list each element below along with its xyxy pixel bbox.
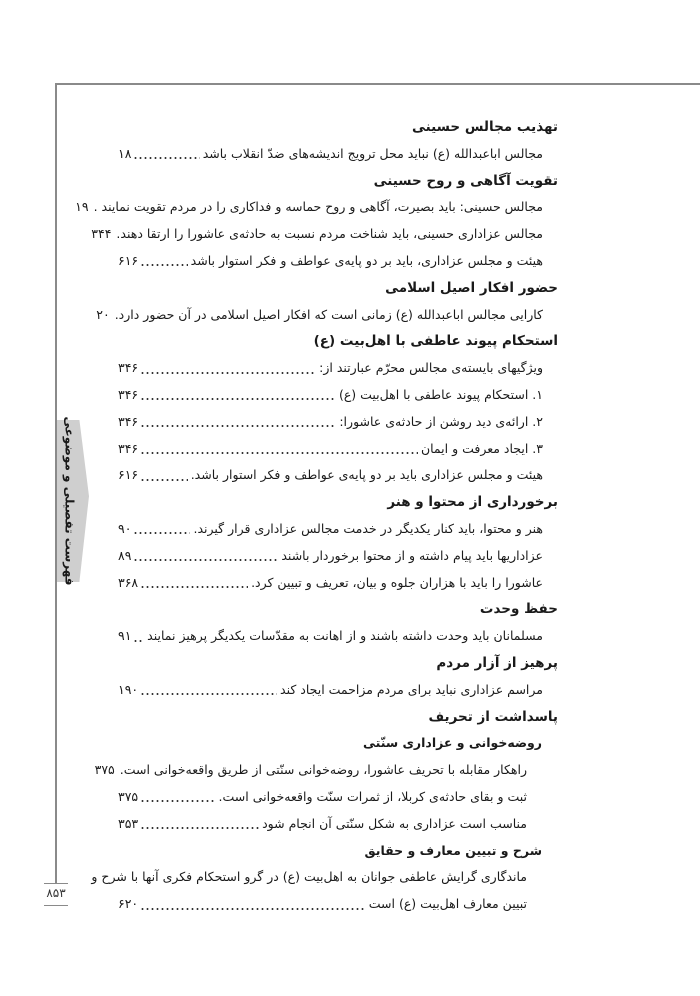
entry-page-number: ۳۴۶ [118, 440, 139, 456]
entry-text: ۱. استحکام پیوند عاطفی با اهل‌بیت (ع) [338, 386, 543, 402]
entry-text: ۲. ارائه‌ی دید روشن از حادثه‌ی عاشورا: [339, 413, 543, 429]
index-entry [0, 623, 700, 650]
index-entry [0, 811, 700, 838]
entry-text: مجالس اباعبدالله (ع) نباید محل ترویج اندیشه‌های ضدّ انقلاب باشد [202, 145, 543, 161]
entry-page-number: ۲۰ [96, 306, 110, 322]
index-entry [0, 516, 700, 543]
heading-text: تهذیب مجالس حسینی [412, 119, 558, 135]
index-entry [0, 436, 700, 463]
entry-page-number: ۶۱۶ [118, 252, 139, 268]
subsection-heading [0, 838, 700, 865]
entry-text: هیئت و مجلس عزاداری باید بر دو پایه‌ی عواطف و فکر استوار باشد. [190, 467, 543, 483]
entry-text: کارایی مجالس اباعبدالله (ع) زمانی است که افکار اصیل اسلامی در آن حضور دارد. [114, 306, 543, 322]
dot-leader [133, 559, 278, 561]
entry-page-number: ۸۹ [118, 547, 132, 563]
index-entry [0, 141, 700, 168]
index-entry [0, 570, 700, 597]
entry-text: ویژگیهای بایسته‌ی مجالس محرّم عبارتند از: [319, 360, 543, 376]
entry-text: ۳. ایجاد معرفت و ایمان [420, 440, 543, 456]
subsection-heading [0, 730, 700, 757]
index-entry [0, 248, 700, 275]
entry-text: ثبت و بقای حادثه‌ی کربلا، از ثمرات سنّت واقعه‌خوانی است. [218, 788, 527, 804]
page-number: ۸۵۳ [46, 886, 66, 900]
heading-text: برخورداری از محتوا و هنر [387, 494, 558, 511]
top-rule [56, 83, 700, 85]
entry-page-number: ۶۱۶ [118, 467, 139, 483]
entry-text: هنر و محتوا، باید کنار یکدیگر در خدمت مجالس عزاداری قرار گیرند. [193, 520, 543, 536]
entry-text: مناسب است عزاداری به شکل سنّتی آن انجام شود [262, 815, 527, 831]
entry-text: مجالس حسینی: باید بصیرت، آگاهی و روح حماسه و فداکاری را در مردم تقویت نمایند . [93, 199, 543, 215]
heading-text: حفظ وحدت [479, 601, 558, 618]
dot-leader [140, 693, 277, 695]
index-entry [0, 462, 700, 489]
entry-text: تبیین معارف اهل‌بیت (ع) است [368, 896, 527, 912]
entry-text: عاشورا را باید با هزاران جلوه و بیان، تعریف و تبیین کرد. [251, 574, 543, 590]
section-heading [0, 489, 700, 516]
entry-text: ماندگاری گرایش عاطفی جوانان به اهل‌بیت (ع) در گرو استحکام فکری آنها با شرح و [91, 869, 527, 885]
section-heading [0, 704, 700, 731]
index-entry [0, 221, 700, 248]
dot-leader [140, 372, 316, 374]
heading-text: پاسداشت از تحریف [428, 708, 558, 725]
dot-leader [140, 827, 259, 829]
section-heading [0, 650, 700, 677]
entry-page-number: ۳۴۶ [118, 386, 139, 402]
dot-leader [140, 425, 336, 427]
dot-leader [140, 479, 188, 481]
heading-text: پرهیز از آزار مردم [436, 654, 558, 671]
index-entry [0, 302, 700, 329]
entry-page-number: ۶۲۰ [118, 896, 139, 912]
index-entry [0, 194, 700, 221]
entry-text: مسلمانان باید وحدت داشته باشند و از اهانت به مقدّسات یکدیگر پرهیز نمایند [147, 628, 543, 644]
entry-text: عزاداریها باید پیام داشته و از محتوا برخوردار باشند [281, 547, 543, 563]
entry-text: هیئت و مجلس عزاداری، باید بر دو پایه‌ی عواطف و فکر استوار باشد [190, 252, 543, 268]
heading-text: تقویت آگاهی و روح حسینی [373, 172, 558, 189]
section-tab-text: فهرست تفصیلی و موضوعی [63, 416, 77, 586]
entry-text: مراسم عزاداری نباید برای مردم مزاحمت ایجاد کند [280, 681, 543, 697]
index-entry [0, 891, 700, 918]
entry-page-number: ۳۶۸ [118, 574, 139, 590]
index-entry [0, 409, 700, 436]
section-heading [0, 168, 700, 195]
dot-leader [133, 157, 199, 159]
dot-leader [140, 264, 188, 266]
heading-text: استحکام پیوند عاطفی با اهل‌بیت (ع) [313, 333, 558, 350]
entry-page-number: ۹۰ [118, 520, 132, 536]
dot-leader [140, 398, 336, 400]
index-entry [0, 355, 700, 382]
table-of-contents [0, 114, 700, 918]
section-heading [0, 275, 700, 302]
index-entry [0, 864, 700, 891]
heading-text: روضه‌خوانی و عزاداری سنّتی [362, 735, 542, 751]
index-entry [0, 757, 700, 784]
entry-page-number: ۳۵۳ [118, 815, 139, 831]
dot-leader [140, 452, 418, 454]
entry-page-number: ۱۸ [118, 145, 132, 161]
entry-page-number: ۹۱ [118, 628, 132, 644]
entry-page-number: ۳۴۶ [118, 413, 139, 429]
heading-text: شرح و تبیین معارف و حقایق [364, 842, 542, 858]
dot-leader [140, 586, 248, 588]
dot-leader [133, 532, 190, 534]
entry-text: مجالس عزاداری حسینی، باید شناخت مردم نسبت به حادثه‌ی عاشورا را ارتقا دهند. [116, 226, 543, 242]
index-entry [0, 382, 700, 409]
heading-text: حضور افکار اصیل اسلامی [385, 279, 558, 296]
dot-leader [140, 908, 366, 910]
index-entry [0, 543, 700, 570]
index-entry [0, 784, 700, 811]
entry-page-number: ۳۴۶ [118, 360, 139, 376]
entry-page-number: ۳۷۵ [118, 788, 139, 804]
entry-page-number: ۱۹ [75, 199, 89, 215]
entry-page-number: ۳۷۵ [94, 762, 115, 778]
section-heading [0, 328, 700, 355]
dot-leader [140, 800, 215, 802]
section-heading [0, 114, 700, 141]
section-heading [0, 596, 700, 623]
entry-text: راهکار مقابله با تحریف عاشورا، روضه‌خوانی سنّتی از طریق واقعه‌خوانی است. [119, 762, 527, 778]
entry-page-number: ۳۴۴ [91, 226, 112, 242]
entry-page-number: ۱۹۰ [118, 681, 139, 697]
index-entry [0, 677, 700, 704]
dot-leader [133, 640, 144, 642]
